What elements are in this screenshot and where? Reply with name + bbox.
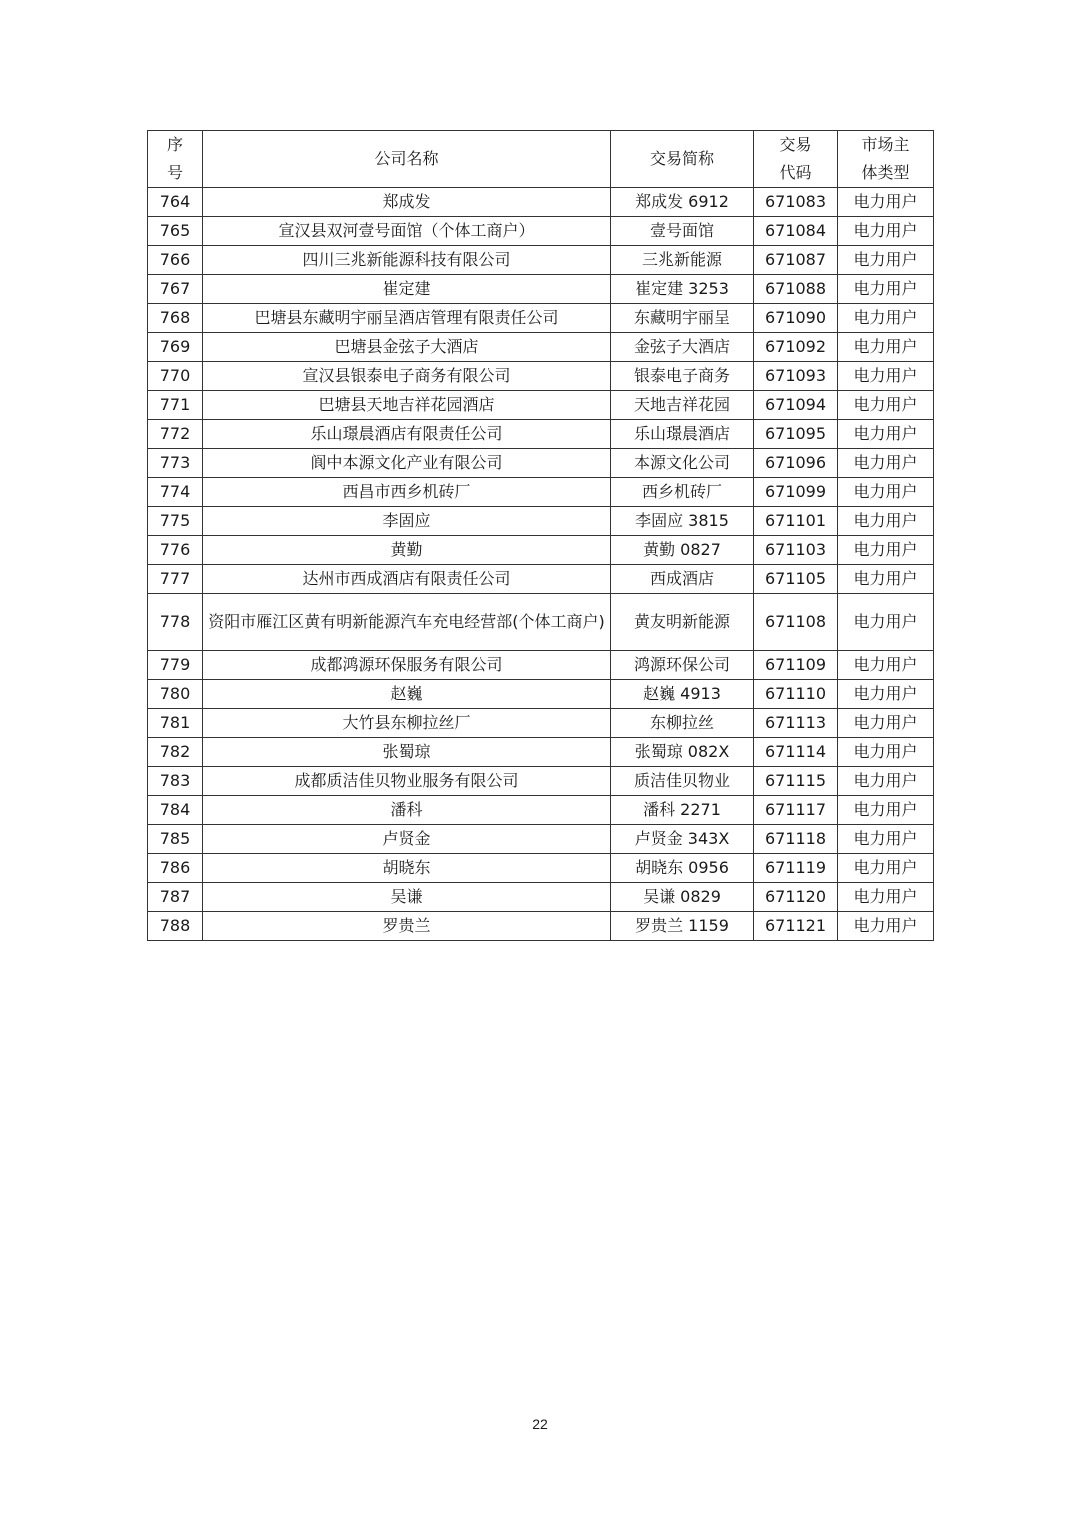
cell-entity-type: 电力用户	[838, 246, 934, 275]
table-row	[148, 507, 934, 536]
cell-trade-short-name: 潘科 2271	[611, 796, 754, 825]
cell-serial-number: 771	[148, 391, 203, 420]
cell-company-name: 宣汉县银泰电子商务有限公司	[203, 362, 611, 391]
cell-entity-type: 电力用户	[838, 449, 934, 478]
cell-trade-code: 671092	[754, 333, 838, 362]
cell-trade-code: 671094	[754, 391, 838, 420]
cell-trade-code: 671088	[754, 275, 838, 304]
table-row	[148, 391, 934, 420]
page-number: 22	[532, 1416, 548, 1432]
cell-serial-number: 768	[148, 304, 203, 333]
cell-entity-type: 电力用户	[838, 854, 934, 883]
cell-trade-short-name: 卢贤金 343X	[611, 825, 754, 854]
cell-entity-type: 电力用户	[838, 767, 934, 796]
cell-entity-type: 电力用户	[838, 536, 934, 565]
table-row	[148, 304, 934, 333]
table-row	[148, 536, 934, 565]
cell-trade-code: 671113	[754, 709, 838, 738]
header-serial-line-1: 序	[166, 135, 183, 154]
cell-entity-type: 电力用户	[838, 883, 934, 912]
cell-serial-number: 779	[148, 651, 203, 680]
cell-trade-short-name: 东藏明宇丽呈	[611, 304, 754, 333]
table-row	[148, 362, 934, 391]
cell-serial-number: 786	[148, 854, 203, 883]
table-row	[148, 651, 934, 680]
header-trade-short-name: 交易简称	[611, 131, 754, 188]
cell-serial-number: 774	[148, 478, 203, 507]
cell-entity-type: 电力用户	[838, 478, 934, 507]
table-row	[148, 767, 934, 796]
cell-trade-code: 671114	[754, 738, 838, 767]
table-row	[148, 333, 934, 362]
cell-company-name: 潘科	[203, 796, 611, 825]
cell-trade-code: 671120	[754, 883, 838, 912]
cell-company-name: 宣汉县双河壹号面馆（个体工商户）	[203, 217, 611, 246]
cell-trade-short-name: 东柳拉丝	[611, 709, 754, 738]
cell-entity-type: 电力用户	[838, 651, 934, 680]
cell-trade-code: 671108	[754, 594, 838, 651]
cell-company-name: 乐山璟晨酒店有限责任公司	[203, 420, 611, 449]
cell-trade-code: 671101	[754, 507, 838, 536]
cell-serial-number: 782	[148, 738, 203, 767]
cell-company-name: 卢贤金	[203, 825, 611, 854]
cell-entity-type: 电力用户	[838, 362, 934, 391]
cell-trade-short-name: 胡晓东 0956	[611, 854, 754, 883]
cell-company-name: 巴塘县天地吉祥花园酒店	[203, 391, 611, 420]
header-code-line-1: 交易	[779, 135, 812, 154]
cell-serial-number: 772	[148, 420, 203, 449]
cell-entity-type: 电力用户	[838, 912, 934, 941]
cell-company-name: 四川三兆新能源科技有限公司	[203, 246, 611, 275]
table-body	[148, 188, 934, 941]
table-row	[148, 709, 934, 738]
cell-entity-type: 电力用户	[838, 333, 934, 362]
cell-entity-type: 电力用户	[838, 420, 934, 449]
cell-trade-code: 671117	[754, 796, 838, 825]
cell-trade-code: 671084	[754, 217, 838, 246]
table-row	[148, 825, 934, 854]
cell-trade-short-name: 黄勤 0827	[611, 536, 754, 565]
cell-serial-number: 775	[148, 507, 203, 536]
cell-trade-short-name: 三兆新能源	[611, 246, 754, 275]
cell-trade-short-name: 吴谦 0829	[611, 883, 754, 912]
cell-company-name: 崔定建	[203, 275, 611, 304]
header-company-name: 公司名称	[203, 131, 611, 188]
cell-serial-number: 767	[148, 275, 203, 304]
cell-company-name: 吴谦	[203, 883, 611, 912]
cell-serial-number: 781	[148, 709, 203, 738]
cell-trade-short-name: 银泰电子商务	[611, 362, 754, 391]
cell-company-name: 张蜀琼	[203, 738, 611, 767]
table-row	[148, 883, 934, 912]
cell-serial-number: 777	[148, 565, 203, 594]
cell-company-name: 赵巍	[203, 680, 611, 709]
company-list-table	[147, 130, 934, 941]
cell-serial-number: 765	[148, 217, 203, 246]
table-header	[148, 131, 934, 188]
cell-trade-code: 671093	[754, 362, 838, 391]
table-row	[148, 854, 934, 883]
table-row	[148, 680, 934, 709]
cell-entity-type: 电力用户	[838, 217, 934, 246]
header-entity-type	[838, 131, 934, 188]
cell-trade-short-name: 赵巍 4913	[611, 680, 754, 709]
cell-trade-code: 671095	[754, 420, 838, 449]
cell-trade-code: 671087	[754, 246, 838, 275]
cell-trade-short-name: 天地吉祥花园	[611, 391, 754, 420]
cell-company-name: 成都鸿源环保服务有限公司	[203, 651, 611, 680]
cell-entity-type: 电力用户	[838, 188, 934, 217]
table-row	[148, 478, 934, 507]
cell-serial-number: 788	[148, 912, 203, 941]
cell-trade-code: 671118	[754, 825, 838, 854]
cell-serial-number: 764	[148, 188, 203, 217]
cell-serial-number: 766	[148, 246, 203, 275]
cell-serial-number: 778	[148, 594, 203, 651]
cell-trade-short-name: 郑成发 6912	[611, 188, 754, 217]
cell-trade-short-name: 乐山璟晨酒店	[611, 420, 754, 449]
cell-serial-number: 787	[148, 883, 203, 912]
cell-trade-code: 671121	[754, 912, 838, 941]
cell-trade-short-name: 本源文化公司	[611, 449, 754, 478]
cell-trade-short-name: 壹号面馆	[611, 217, 754, 246]
cell-serial-number: 773	[148, 449, 203, 478]
cell-company-name: 达州市西成酒店有限责任公司	[203, 565, 611, 594]
cell-company-name: 阆中本源文化产业有限公司	[203, 449, 611, 478]
cell-serial-number: 780	[148, 680, 203, 709]
cell-trade-short-name: 西乡机砖厂	[611, 478, 754, 507]
cell-trade-code: 671110	[754, 680, 838, 709]
cell-trade-short-name: 罗贵兰 1159	[611, 912, 754, 941]
table-row	[148, 188, 934, 217]
cell-serial-number: 776	[148, 536, 203, 565]
cell-serial-number: 770	[148, 362, 203, 391]
cell-company-name: 成都质洁佳贝物业服务有限公司	[203, 767, 611, 796]
cell-trade-code: 671109	[754, 651, 838, 680]
cell-trade-code: 671096	[754, 449, 838, 478]
cell-serial-number: 783	[148, 767, 203, 796]
header-serial-line-2: 号	[166, 163, 183, 182]
cell-serial-number: 785	[148, 825, 203, 854]
cell-entity-type: 电力用户	[838, 507, 934, 536]
cell-trade-short-name: 张蜀琼 082X	[611, 738, 754, 767]
cell-entity-type: 电力用户	[838, 594, 934, 651]
cell-trade-code: 671105	[754, 565, 838, 594]
cell-trade-short-name: 金弦子大酒店	[611, 333, 754, 362]
cell-entity-type: 电力用户	[838, 680, 934, 709]
table-row	[148, 420, 934, 449]
cell-company-name: 李固应	[203, 507, 611, 536]
table-row	[148, 275, 934, 304]
cell-trade-code: 671083	[754, 188, 838, 217]
header-trade-code	[754, 131, 838, 188]
table-row	[148, 246, 934, 275]
cell-trade-short-name: 质洁佳贝物业	[611, 767, 754, 796]
cell-serial-number: 769	[148, 333, 203, 362]
cell-entity-type: 电力用户	[838, 391, 934, 420]
table-row	[148, 738, 934, 767]
cell-trade-short-name: 崔定建 3253	[611, 275, 754, 304]
cell-company-name: 罗贵兰	[203, 912, 611, 941]
table-row	[148, 912, 934, 941]
table-row	[148, 565, 934, 594]
cell-company-name: 胡晓东	[203, 854, 611, 883]
cell-entity-type: 电力用户	[838, 275, 934, 304]
cell-trade-short-name: 鸿源环保公司	[611, 651, 754, 680]
cell-company-name: 巴塘县东藏明宇丽呈酒店管理有限责任公司	[203, 304, 611, 333]
cell-entity-type: 电力用户	[838, 709, 934, 738]
cell-company-name: 郑成发	[203, 188, 611, 217]
cell-trade-code: 671103	[754, 536, 838, 565]
cell-trade-short-name: 黄友明新能源	[611, 594, 754, 651]
header-type-line-2: 体类型	[861, 163, 910, 182]
cell-entity-type: 电力用户	[838, 565, 934, 594]
table-row	[148, 449, 934, 478]
cell-trade-short-name: 西成酒店	[611, 565, 754, 594]
cell-trade-code: 671119	[754, 854, 838, 883]
cell-company-name: 大竹县东柳拉丝厂	[203, 709, 611, 738]
header-row	[148, 131, 934, 188]
cell-company-name: 黄勤	[203, 536, 611, 565]
header-type-line-1: 市场主	[861, 135, 910, 154]
cell-company-name: 资阳市雁江区黄有明新能源汽车充电经营部(个体工商户)	[203, 594, 611, 651]
table-row	[148, 594, 934, 651]
cell-serial-number: 784	[148, 796, 203, 825]
table-row	[148, 796, 934, 825]
cell-entity-type: 电力用户	[838, 738, 934, 767]
cell-entity-type: 电力用户	[838, 796, 934, 825]
cell-trade-code: 671090	[754, 304, 838, 333]
cell-entity-type: 电力用户	[838, 825, 934, 854]
table-row	[148, 217, 934, 246]
cell-trade-code: 671115	[754, 767, 838, 796]
cell-trade-short-name: 李固应 3815	[611, 507, 754, 536]
header-serial-number	[148, 131, 203, 188]
header-code-line-2: 代码	[779, 163, 812, 182]
cell-entity-type: 电力用户	[838, 304, 934, 333]
cell-trade-code: 671099	[754, 478, 838, 507]
cell-company-name: 巴塘县金弦子大酒店	[203, 333, 611, 362]
cell-company-name: 西昌市西乡机砖厂	[203, 478, 611, 507]
